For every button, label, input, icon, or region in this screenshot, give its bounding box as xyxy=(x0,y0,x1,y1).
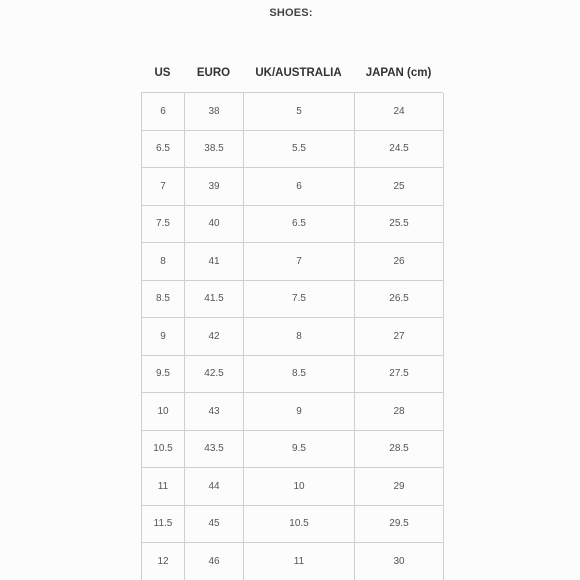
table-row xyxy=(142,543,444,580)
table-row xyxy=(142,506,444,544)
cell-japan-size: 24 xyxy=(355,93,444,130)
cell-us-size: 7 xyxy=(142,168,185,205)
column-header-uk-australia: UK/AUSTRALIA xyxy=(255,67,342,79)
cell-euro-size: 41 xyxy=(185,243,244,280)
cell-japan-size: 24.5 xyxy=(355,131,444,168)
size-chart-table xyxy=(141,92,443,580)
cell-uk-australia-size: 5 xyxy=(244,93,355,130)
cell-euro-size: 41.5 xyxy=(185,281,244,318)
cell-uk-australia-size: 10 xyxy=(244,468,355,505)
cell-japan-size: 27 xyxy=(355,318,444,355)
cell-us-size: 10 xyxy=(142,393,185,430)
table-row xyxy=(142,168,444,206)
cell-us-size: 11 xyxy=(142,468,185,505)
cell-us-size: 12 xyxy=(142,543,185,580)
cell-japan-size: 29.5 xyxy=(355,506,444,543)
cell-uk-australia-size: 11 xyxy=(244,543,355,580)
cell-japan-size: 30 xyxy=(355,543,444,580)
page-title: SHOES: xyxy=(269,7,313,19)
cell-euro-size: 45 xyxy=(185,506,244,543)
cell-us-size: 11.5 xyxy=(142,506,185,543)
cell-uk-australia-size: 6.5 xyxy=(244,206,355,243)
table-row xyxy=(142,356,444,394)
column-header-japan: JAPAN (cm) xyxy=(365,67,432,79)
cell-japan-size: 29 xyxy=(355,468,444,505)
table-row xyxy=(142,393,444,431)
cell-us-size: 6.5 xyxy=(142,131,185,168)
cell-euro-size: 43.5 xyxy=(185,431,244,468)
cell-uk-australia-size: 5.5 xyxy=(244,131,355,168)
cell-uk-australia-size: 7.5 xyxy=(244,281,355,318)
cell-japan-size: 25 xyxy=(355,168,444,205)
cell-japan-size: 26.5 xyxy=(355,281,444,318)
column-header-us: US xyxy=(154,67,171,79)
cell-euro-size: 44 xyxy=(185,468,244,505)
cell-euro-size: 40 xyxy=(185,206,244,243)
cell-euro-size: 43 xyxy=(185,393,244,430)
cell-euro-size: 39 xyxy=(185,168,244,205)
cell-us-size: 10.5 xyxy=(142,431,185,468)
table-row xyxy=(142,281,444,319)
cell-japan-size: 25.5 xyxy=(355,206,444,243)
table-row xyxy=(142,468,444,506)
table-row xyxy=(142,318,444,356)
cell-uk-australia-size: 8 xyxy=(244,318,355,355)
cell-japan-size: 26 xyxy=(355,243,444,280)
cell-japan-size: 28 xyxy=(355,393,444,430)
cell-japan-size: 27.5 xyxy=(355,356,444,393)
cell-japan-size: 28.5 xyxy=(355,431,444,468)
cell-us-size: 8 xyxy=(142,243,185,280)
cell-euro-size: 38.5 xyxy=(185,131,244,168)
column-header-euro: EURO xyxy=(196,67,231,79)
table-row xyxy=(142,431,444,469)
cell-uk-australia-size: 8.5 xyxy=(244,356,355,393)
cell-euro-size: 42 xyxy=(185,318,244,355)
cell-euro-size: 42.5 xyxy=(185,356,244,393)
cell-uk-australia-size: 10.5 xyxy=(244,506,355,543)
cell-uk-australia-size: 9 xyxy=(244,393,355,430)
table-row xyxy=(142,131,444,169)
cell-us-size: 8.5 xyxy=(142,281,185,318)
table-row xyxy=(142,243,444,281)
cell-us-size: 6 xyxy=(142,93,185,130)
cell-uk-australia-size: 6 xyxy=(244,168,355,205)
cell-us-size: 7.5 xyxy=(142,206,185,243)
table-row xyxy=(142,206,444,244)
cell-euro-size: 38 xyxy=(185,93,244,130)
table-header xyxy=(141,65,443,81)
cell-euro-size: 46 xyxy=(185,543,244,580)
cell-us-size: 9 xyxy=(142,318,185,355)
cell-us-size: 9.5 xyxy=(142,356,185,393)
cell-uk-australia-size: 9.5 xyxy=(244,431,355,468)
cell-uk-australia-size: 7 xyxy=(244,243,355,280)
table-row xyxy=(142,93,444,131)
